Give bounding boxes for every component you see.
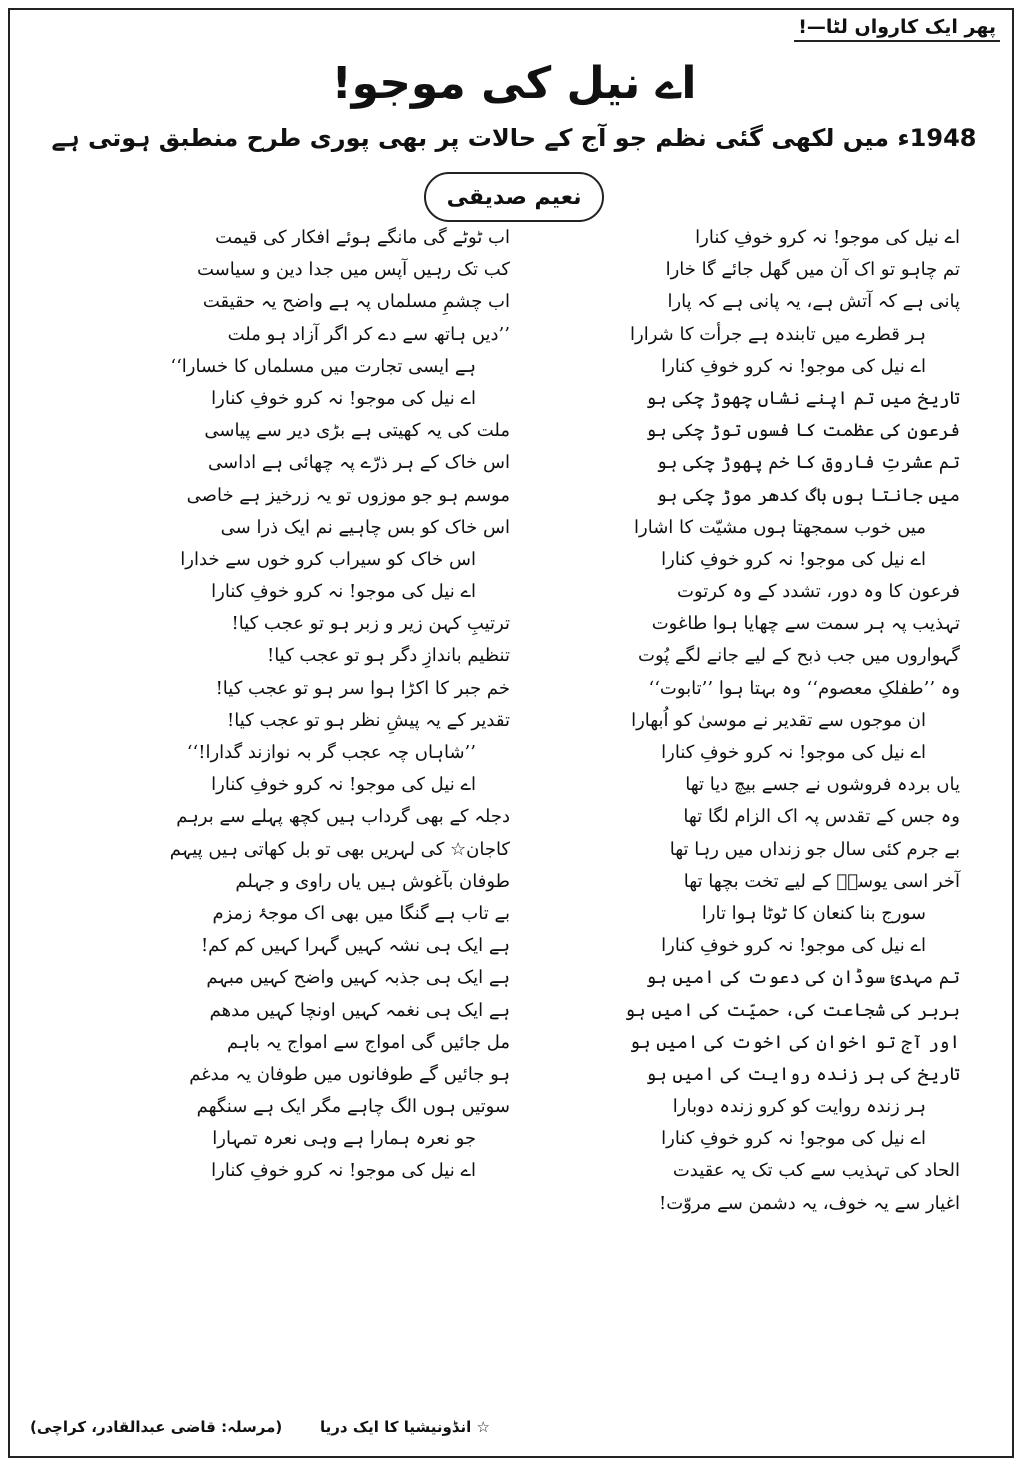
verse-line: اے نیل کی موجو! نہ کرو خوفِ کنارا [211, 581, 476, 603]
verse-line: ہے ایسی تجارت میں مسلماں کا خسارا‘‘ [170, 355, 476, 377]
verse-line: ہے ایک ہی نشہ کہیں گہرا کہیں کم کم! [200, 935, 510, 957]
verse-line: کب تک رہیں آپس میں جدا دین و سیاست [197, 259, 510, 281]
verse-line: اس خاک کے ہر ذرّے پہ چھائی ہے اداسی [208, 452, 510, 474]
author-badge [424, 172, 604, 222]
verse-line: اس خاک کو سیراب کرو خوں سے خدارا [180, 548, 476, 570]
verse-line: تاریخ کی ہر زندہ روایت کی امیں ہو [645, 1063, 960, 1085]
verse-line: تقدیر کے یہ پیشِ نظر ہو تو عجب کیا! [227, 709, 510, 731]
verse-line: میں جانتا ہوں باگ کدھر موڑ چکی ہو [656, 484, 960, 506]
verse-line: اے نیل کی موجو! نہ کرو خوفِ کنارا [661, 1128, 926, 1150]
poem-column-right [515, 222, 960, 1220]
verse-line: ’’شاہاں چہ عجب گر بہ نوازند گدارا!‘‘ [186, 742, 476, 763]
verse-line: مل جائیں گی امواج سے امواج یہ باہم [227, 1031, 510, 1053]
verse-line: کاجان☆ کی لہریں بھی تو بل کھاتی ہیں پیہم [169, 838, 510, 860]
verse-line: ہے ایک ہی نغمہ کہیں اونچا کہیں مدھم [209, 999, 510, 1021]
verse-line: اب ٹوٹے گی مانگے ہوئے افکار کی قیمت [215, 227, 510, 248]
verse-line: بے جرم کئی سال جو زنداں میں رہا تھا [669, 838, 960, 860]
verse-line: خم جبر کا اکڑا ہوا سر ہو تو عجب کیا! [215, 677, 510, 699]
verse-line: آخر اسی یوسفؑ کے لیے تخت بچھا تھا [683, 870, 960, 892]
verse-line: یاں بردہ فروشوں نے جسے بیچ دیا تھا [685, 774, 960, 796]
verse-line: طوفان بآغوش ہیں یاں راوی و جہلم [235, 870, 510, 892]
verse-line: اور آج تو اخوان کی اخوت کی امیں ہو [629, 1031, 960, 1053]
verse-line: ترتیبِ کہن زیر و زبر ہو تو عجب کیا! [231, 613, 510, 635]
verse-line: تاریخ میں تم اپنے نشاں چھوڑ چکی ہو [645, 387, 960, 409]
poem-title: اے نیل کی موجو! [331, 58, 697, 109]
verse-line: اے نیل کی موجو! نہ کرو خوفِ کنارا [211, 1160, 476, 1182]
verse-line: موسم ہو جو موزوں تو یہ زرخیز ہے خاصی [186, 484, 510, 506]
verse-line: اے نیل کی موجو! نہ کرو خوفِ کنارا [661, 935, 926, 957]
verse-line: ہر زندہ روایت کو کرو زندہ دوبارا [672, 1096, 926, 1118]
verse-line: اس خاک کو بس چاہیے نم ایک ذرا سی [220, 516, 510, 538]
verse-line: اے نیل کی موجو! نہ کرو خوفِ کنارا [661, 548, 926, 570]
verse-line: بربر کی شجاعت کی، حمیّت کی امیں ہو [624, 999, 960, 1021]
sender-credit: (مرسلہ: قاضی عبدالقادر، کراچی) [30, 1418, 283, 1436]
verse-line: اے نیل کی موجو! نہ کرو خوفِ کنارا [661, 355, 926, 377]
author-name: نعیم صدیقی [446, 184, 582, 210]
verse-line: ملت کی یہ کھیتی ہے بڑی دیر سے پیاسی [204, 420, 510, 442]
verse-line: بے تاب ہے گنگا میں بھی اک موجۂ زمزم [212, 902, 510, 924]
verse-line: ہو جائیں گے طوفانوں میں طوفان یہ مدغم [189, 1063, 510, 1085]
verse-line: ’’دیں ہاتھ سے دے کر اگر آزاد ہو ملت [227, 323, 510, 345]
verse-line: پانی ہے کہ آتش ہے، یہ پانی ہے کہ پارا [667, 291, 960, 313]
verse-line: وہ ’’طفلکِ معصوم‘‘ وہ بہتا ہوا ’’تابوت‘‘ [648, 677, 960, 699]
verse-line: سوتیں ہوں الگ چاہے مگر ایک ہے سنگھم [196, 1096, 510, 1118]
poem-column-left [65, 222, 510, 1188]
verse-line: میں خوب سمجھتا ہوں مشیّت کا اشارا [634, 516, 926, 538]
verse-line: فرعون کی عظمت کا فسوں توڑ چکی ہو [645, 420, 960, 442]
poem-subtitle: 1948ء میں لکھی گئی نظم جو آج کے حالات پر بھی پوری طرح منطبق ہوتی ہے [51, 124, 977, 152]
verse-line: اے نیل کی موجو! نہ کرو خوفِ کنارا [211, 387, 476, 409]
verse-line: اب چشمِ مسلماں پہ ہے واضح یہ حقیقت [202, 291, 510, 313]
verse-line: ہر قطرے میں تابندہ ہے جرأت کا شرارا [630, 323, 926, 345]
verse-line: اے نیل کی موجو! نہ کرو خوفِ کنارا [211, 774, 476, 796]
verse-line: فرعون کا وہ دور، تشدد کے وہ کرتوت [677, 581, 960, 603]
verse-line: گہواروں میں جب ذبح کے لیے جانے لگے پُوت [638, 645, 960, 667]
verse-line: اے نیل کی موجو! نہ کرو خوفِ کنارا [695, 227, 960, 248]
verse-line: تم عشرتِ فاروق کا خم پھوڑ چکی ہو [656, 452, 960, 474]
verse-line: الحاد کی تہذیب سے کب تک یہ عقیدت [672, 1160, 960, 1182]
verse-line: ان موجوں سے تقدیر نے موسیٰ کو اُبھارا [631, 709, 926, 731]
verse-line: تہذیب پہ ہر سمت سے چھایا ہوا طاغوت [651, 613, 960, 635]
series-title: پھر ایک کارواں لٹا—! [794, 14, 1000, 42]
verse-line: سورج بنا کنعان کا ٹوٹا ہوا تارا [701, 902, 926, 924]
verse-line: تنظیم باندازِ دگر ہو تو عجب کیا! [266, 645, 510, 667]
verse-line: تم چاہو تو اک آن میں گھل جائے گا خارا [665, 259, 960, 281]
verse-line: جو نعرہ ہمارا ہے وہی نعرہ تمہارا [212, 1128, 476, 1150]
verse-line: وہ جس کے تقدس پہ اک الزام لگا تھا [683, 806, 960, 828]
verse-line: دجلہ کے بھی گرداب ہیں کچھ پہلے سے برہم [176, 806, 510, 828]
verse-line: اغیار سے یہ خوف، یہ دشمن سے مروّت! [659, 1192, 960, 1214]
verse-line: ہے ایک ہی جذبہ کہیں واضح کہیں مبہم [206, 967, 510, 989]
verse-line: اے نیل کی موجو! نہ کرو خوفِ کنارا [661, 742, 926, 763]
verse-line: تم مہدیٔ سوڈان کی دعوت کی امیں ہو [645, 967, 960, 989]
footnote: ☆ انڈونیشیا کا ایک دریا [320, 1418, 490, 1436]
